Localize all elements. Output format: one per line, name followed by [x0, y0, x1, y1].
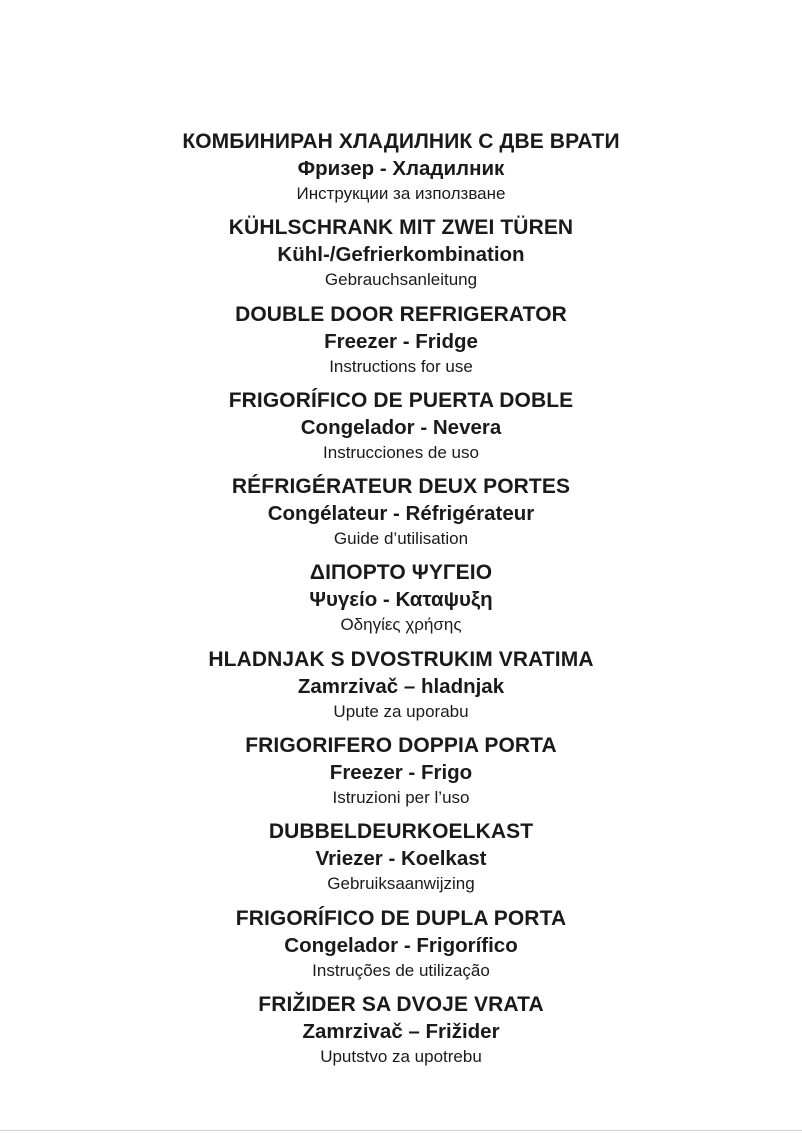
- section-instructions: Uputstvo za upotrebu: [320, 1046, 482, 1066]
- section-subtitle: Vriezer - Koelkast: [315, 847, 487, 871]
- section-title: DOUBLE DOOR REFRIGERATOR: [235, 302, 567, 326]
- section-portuguese: [0, 906, 802, 992]
- section-bulgarian: [0, 129, 802, 215]
- section-title: ΔΙΠΟΡΤΟ ΨΥΓΕΙΟ: [309, 561, 493, 585]
- section-subtitle: Zamrzivač – hladnjak: [297, 674, 505, 698]
- section-subtitle: Congelador - Frigorífico: [284, 933, 518, 957]
- section-title: FRIŽIDER SA DVOJE VRATA: [258, 992, 544, 1016]
- section-subtitle: Фризер - Хладилник: [297, 157, 505, 180]
- section-serbian: [0, 992, 802, 1078]
- section-instructions: Gebruiksaanwijzing: [327, 874, 475, 894]
- section-subtitle: Freezer - Frigo: [329, 761, 473, 785]
- section-subtitle: Kühl-/Gefrierkombination: [277, 243, 525, 267]
- section-french: [0, 474, 802, 560]
- section-croatian: [0, 647, 802, 733]
- section-title: HLADNJAK S DVOSTRUKIM VRATIMA: [208, 647, 594, 671]
- section-instructions: Istruzioni per l’uso: [332, 788, 470, 808]
- section-title: КОМБИНИРАН ХЛАДИЛНИК С ДВЕ ВРАТИ: [182, 130, 620, 153]
- section-spanish: [0, 388, 802, 474]
- bottom-divider: [0, 1130, 802, 1131]
- cover-page: [0, 129, 802, 1078]
- section-title: FRIGORÍFICO DE DUPLA PORTA: [235, 906, 567, 930]
- section-title: DUBBELDEURKOELKAST: [268, 820, 534, 844]
- section-instructions: Guide d’utilisation: [333, 529, 469, 549]
- section-title: FRIGORÍFICO DE PUERTA DOBLE: [228, 388, 574, 412]
- section-title: FRIGORIFERO DOPPIA PORTA: [245, 734, 557, 758]
- section-title: KÜHLSCHRANK MIT ZWEI TÜREN: [228, 216, 574, 240]
- section-title: RÉFRIGÉRATEUR DEUX PORTES: [231, 475, 571, 499]
- section-instructions: Instructions for use: [329, 356, 473, 376]
- section-instructions: Instruções de utilização: [312, 960, 490, 980]
- section-instructions: Gebrauchsanleitung: [324, 270, 478, 290]
- section-instructions: Instrucciones de uso: [323, 442, 479, 462]
- section-instructions: Οδηγίες χρήσης: [340, 615, 462, 635]
- section-instructions: Upute za uporabu: [333, 701, 469, 721]
- section-greek: [0, 560, 802, 646]
- section-dutch: [0, 819, 802, 905]
- section-english: [0, 302, 802, 388]
- section-subtitle: Freezer - Fridge: [324, 329, 478, 353]
- section-subtitle: Zamrzivač – Frižider: [302, 1019, 500, 1043]
- section-subtitle: Ψυγείο - Καταψυξη: [309, 588, 493, 612]
- section-subtitle: Congelador - Nevera: [300, 415, 502, 439]
- section-german: [0, 215, 802, 301]
- section-subtitle: Congélateur - Réfrigérateur: [267, 502, 535, 526]
- section-instructions: Инструкции за използване: [296, 184, 506, 203]
- section-italian: [0, 733, 802, 819]
